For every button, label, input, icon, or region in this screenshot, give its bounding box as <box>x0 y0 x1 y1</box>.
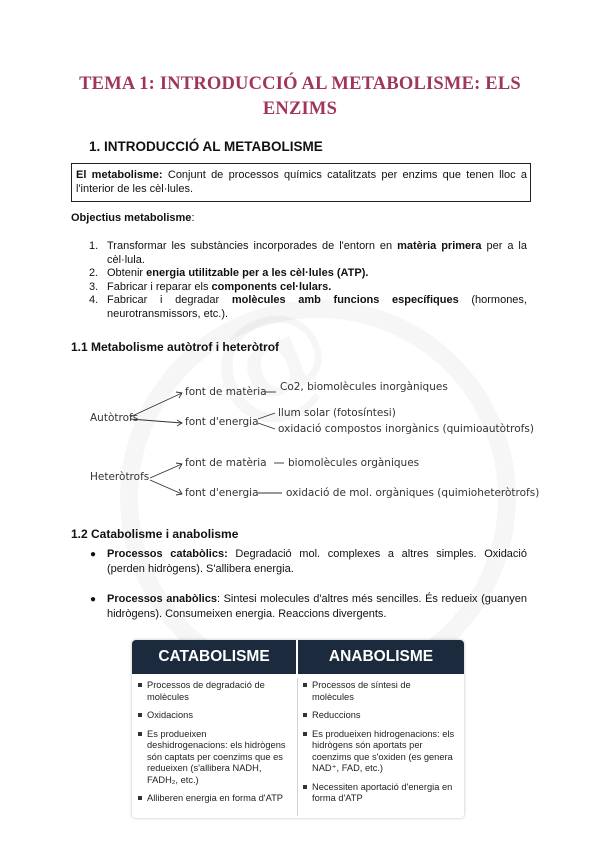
anabolism-header: ANABOLISME <box>298 640 464 674</box>
page-title: TEMA 1: INTRODUCCIÓ AL METABOLISME: ELS ENZIMS <box>79 74 521 119</box>
list-item: Es produeixen deshidrogenacions: els hidrògens són captats per coenzims que es redueixen (s'allibera NADH, FADH₂, etc.) <box>138 729 288 787</box>
auto-font-energia: font d'energia <box>185 416 259 428</box>
list-item: Processos de síntesi de molècules <box>303 680 455 703</box>
arrow-het-materia <box>150 464 182 478</box>
catabolism-header: CATABOLISME <box>132 640 296 674</box>
objective-item: 1. Transformar les substàncies incorporades de l'entorn en matèria primera per a la cèl·lula. <box>89 240 527 266</box>
process-list <box>89 547 527 577</box>
catabolism-list <box>138 680 288 812</box>
process-list-2 <box>89 592 527 622</box>
definition-term: El metabolisme: <box>76 169 163 181</box>
objective-item: 4. Fabricar i degradar molècules amb funcions específiques (hormones, neurotransmissors, etc.). <box>89 294 527 320</box>
auto-font-materia: font de matèria <box>185 386 267 398</box>
definition-text: Conjunt de processos químics catalitzats per enzims que tenen lloc a l'interior de les cèl·lules. <box>76 169 528 195</box>
list-item: Alliberen energia en forma d'ATP <box>138 793 288 805</box>
list-item-catabolic: ● Processos catabòlics: Degradació mol. complexes a altres simples. Oxidació (perden hidrògens). S'allibera energia. <box>90 548 527 575</box>
objective-item: 3. Fabricar i reparar els components cel·lulars. <box>89 280 332 293</box>
auto-energia-value-2: oxidació compostos inorgànics (quimioautòtrofs) <box>278 423 534 435</box>
anabolism-list <box>303 680 455 812</box>
het-font-materia: font de matèria <box>185 457 267 469</box>
section-heading-1-1: 1.1 Metabolisme autòtrof i heteròtrof <box>71 340 280 354</box>
het-font-energia: font d'energia <box>185 487 259 499</box>
het-materia-value: biomolècules orgàniques <box>288 457 420 469</box>
het-energia-value: oxidació de mol. orgàniques (quimioheteròtrofs) <box>286 487 540 499</box>
list-item: Oxidacions <box>138 710 288 722</box>
definition-box <box>71 163 531 202</box>
list-item: Es produeixen hidrogenacions: els hidrògens són aportats per coenzims que s'oxiden (es genera NAD⁺, FAD, etc.) <box>303 729 455 775</box>
auto-materia-value: Co2, biomolècules inorgàniques <box>280 381 448 393</box>
objectives-label: Objectius metabolisme: <box>71 212 195 224</box>
section-heading-1: 1. INTRODUCCIÓ AL METABOLISME <box>89 139 323 154</box>
column-divider <box>297 678 298 816</box>
objective-item: 2. Obtenir energia utilitzable per a les cèl·lules (ATP). <box>89 267 369 279</box>
objectives-list <box>89 240 527 321</box>
section-heading-1-2: 1.2 Catabolisme i anabolisme <box>71 527 239 541</box>
arrow-auto-energia-val1 <box>258 413 275 419</box>
heterotrofs-label: Heteròtrofs <box>90 471 150 483</box>
list-item: Necessiten aportació d'energia en forma d'ATP <box>303 782 455 805</box>
auto-energia-value-1: llum solar (fotosíntesi) <box>278 407 396 419</box>
list-item: Processos de degradació de molècules <box>138 680 288 703</box>
autotrofs-label: Autòtrofs <box>90 412 139 424</box>
list-item-anabolic: ● Processos anabòlics: Sintesi molecules d'altres més sencilles. És redueix (guanyen hidrògens). Consumeixen energia. Reaccions divergents. <box>90 593 527 620</box>
comparison-table <box>132 640 464 818</box>
arrow-het-energia <box>150 480 182 494</box>
arrow-auto-energia-val2 <box>258 423 275 429</box>
list-item: Reduccions <box>303 710 455 722</box>
